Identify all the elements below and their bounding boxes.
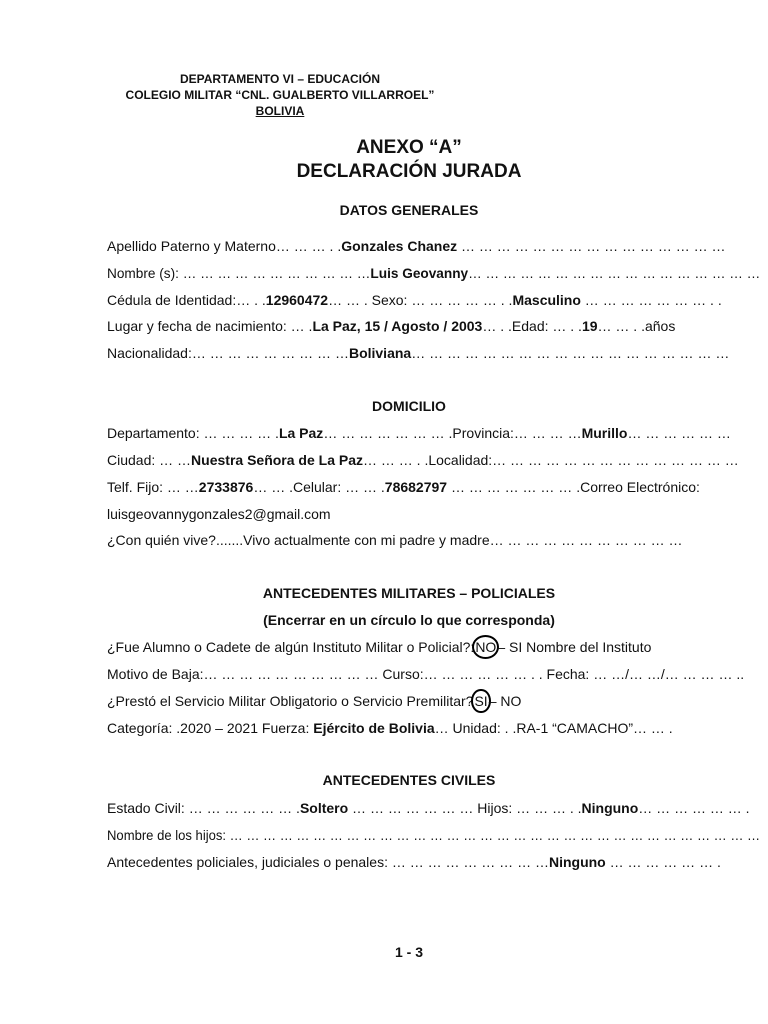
nombre-value: Luis Geovanny xyxy=(370,265,469,281)
alumno-circled-answer: NO xyxy=(472,635,499,659)
hijos-dots: … … … … … … . xyxy=(638,800,750,816)
antecedentes-label: Antecedentes policiales, judiciales o penales: … … … … … … … … … xyxy=(107,854,549,870)
telefono-label: Telf. Fijo: … … xyxy=(107,479,199,495)
cedula-label: Cédula de Identidad:… . . xyxy=(107,292,266,308)
edad-tail: … … . .años xyxy=(597,318,676,334)
nacionalidad-dots: … … … … … … … … … … … … … … … … … … xyxy=(411,345,730,361)
baja-text: Motivo de Baja:… … … … … … … … … … Curso:… … … … … … . . Fecha: … …/… …/… … … … .. xyxy=(107,666,745,682)
nombre-hijos-text: Nombre de los hijos: … … … … … … … … … … … … … … … … … … … … … … … … … … … … … … … … xyxy=(107,827,761,843)
email-value: luisgeovannygonzales2@gmail.com xyxy=(107,506,331,522)
servicio-tail: – NO xyxy=(488,693,522,709)
servicio-row xyxy=(107,693,521,709)
nombre-dots: … … … … … … … … … … … … … … … … … xyxy=(468,265,761,281)
apellido-dots: … … … … … … … … … … … … … … … xyxy=(457,238,726,254)
nombre-label: Nombre (s): … … … … … … … … … … … xyxy=(107,265,371,281)
convive-text: ¿Con quién vive?.......Vivo actualmente con mi padre y madre… … … … … … … … … … … xyxy=(107,532,683,548)
celular-value: 78682797 xyxy=(384,479,448,495)
nacionalidad-label: Nacionalidad:… … … … … … … … … xyxy=(107,345,349,361)
nacimiento-row xyxy=(107,318,675,334)
cedula-row xyxy=(107,292,722,308)
apellido-row xyxy=(107,238,726,254)
servicio-circled-answer: SI xyxy=(471,689,490,713)
estado-civil-value: Soltero xyxy=(299,800,349,816)
estado-civil-label: Estado Civil: … … … … … … . xyxy=(107,800,300,816)
sexo-label: … … . Sexo: … … … … … . . xyxy=(328,292,513,308)
nacimiento-value: La Paz, 15 / Agosto / 2003 xyxy=(312,318,483,334)
departamento-value: La Paz xyxy=(278,425,324,441)
alumno-row xyxy=(107,639,651,655)
section-domicilio: DOMICILIO xyxy=(372,398,446,414)
departamento-label: Departamento: … … … … . xyxy=(107,425,279,441)
correo-label: … … … … … … … .Correo Electrónico: xyxy=(447,479,700,495)
servicio-label: ¿Prestó el Servicio Militar Obligatorio o Servicio Premilitar? xyxy=(107,693,474,709)
nacimiento-label: Lugar y fecha de nacimiento: … . xyxy=(107,318,313,334)
email-row xyxy=(107,506,331,522)
convive-row xyxy=(107,532,683,548)
alumno-label: ¿Fue Alumno o Cadete de algún Instituto Militar o Policial?: xyxy=(107,639,475,655)
sexo-value: Masculino xyxy=(512,292,581,308)
apellido-label: Apellido Paterno y Materno… … … . . xyxy=(107,238,342,254)
nacionalidad-row xyxy=(107,345,729,361)
antecedentes-row xyxy=(107,854,721,870)
nombre-row xyxy=(107,265,760,281)
provincia-label: … … … … … … … .Provincia:… … … … xyxy=(323,425,582,441)
provincia-value: Murillo xyxy=(581,425,628,441)
edad-label: … . .Edad: … . . xyxy=(482,318,582,334)
nombre-hijos-row xyxy=(107,827,760,843)
cedula-value: 12960472 xyxy=(265,292,329,308)
militares-instruction: (Encerrar en un círculo lo que corresponda) xyxy=(263,612,555,628)
localidad-label: … … … . .Localidad:… … … … … … … … … … … … … … xyxy=(363,452,739,468)
antecedentes-dots: … … … … … … . xyxy=(605,854,721,870)
apellido-value: Gonzales Chanez xyxy=(341,238,458,254)
telefono-row xyxy=(107,479,700,495)
document-title: DECLARACIÓN JURADA xyxy=(296,161,522,182)
hijos-value: Ninguno xyxy=(581,800,639,816)
unidad-text: … Unidad: . .RA-1 “CAMACHO”… … . xyxy=(434,720,673,736)
estado-civil-row xyxy=(107,800,750,816)
nacionalidad-value: Boliviana xyxy=(348,345,412,361)
provincia-dots: … … … … … … xyxy=(627,425,731,441)
page-number: 1 - 3 xyxy=(394,944,423,960)
ciudad-label: Ciudad: … … xyxy=(107,452,192,468)
celular-label: … … .Celular: … … . xyxy=(253,479,385,495)
categoria-row xyxy=(107,720,673,736)
country-line: BOLIVIA xyxy=(255,104,305,118)
fuerza-value: Ejército de Bolivia xyxy=(313,720,435,736)
annex-title: ANEXO “A” xyxy=(356,137,462,158)
alumno-tail: – SI Nombre del Instituto xyxy=(497,639,652,655)
school-line: COLEGIO MILITAR “CNL. GUALBERTO VILLARROEL” xyxy=(125,88,435,102)
hijos-label: … … … … … … … Hijos: … … … . . xyxy=(348,800,582,816)
section-datos-generales: DATOS GENERALES xyxy=(339,202,479,218)
sexo-dots: … … … … … … … . . xyxy=(580,292,722,308)
telefono-value: 2733876 xyxy=(198,479,254,495)
section-antecedentes-militares: ANTECEDENTES MILITARES – POLICIALES xyxy=(262,585,556,601)
baja-row xyxy=(107,666,744,682)
categoria-label: Categoría: .2020 – 2021 Fuerza: xyxy=(107,720,314,736)
edad-value: 19 xyxy=(581,318,598,334)
ciudad-row xyxy=(107,452,739,468)
departamento-row xyxy=(107,425,731,441)
antecedentes-value: Ninguno xyxy=(548,854,606,870)
section-antecedentes-civiles: ANTECEDENTES CIVILES xyxy=(322,772,496,788)
ciudad-value: Nuestra Señora de La Paz xyxy=(191,452,363,468)
department-line: DEPARTAMENTO VI – EDUCACIÓN xyxy=(179,72,380,86)
